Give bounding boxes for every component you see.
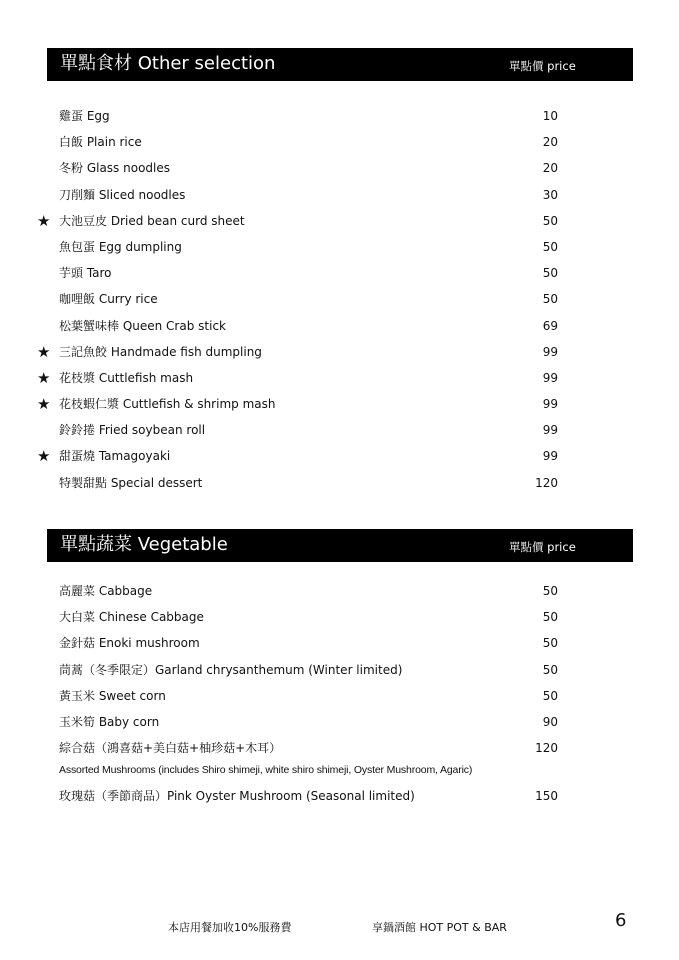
item-price: 150 xyxy=(535,789,558,803)
item-price: 69 xyxy=(542,318,558,333)
list-item xyxy=(0,578,679,604)
item-name: 大池豆皮 Dried bean curd sheet xyxy=(59,213,245,228)
item-price: 30 xyxy=(542,187,558,202)
list-item xyxy=(0,630,679,656)
item-price: 99 xyxy=(542,370,558,385)
item-price: 90 xyxy=(542,714,558,729)
list-item xyxy=(0,234,679,260)
item-name: 高麗菜 Cabbage xyxy=(59,584,153,598)
item-price: 50 xyxy=(542,213,558,228)
item-name: 白飯 Plain rice xyxy=(59,135,142,150)
list-item xyxy=(0,470,679,496)
item-price: 50 xyxy=(542,662,558,677)
item-price: 99 xyxy=(542,397,558,412)
vegetable-list xyxy=(0,578,679,761)
list-item xyxy=(0,155,679,181)
list-item xyxy=(0,339,679,365)
assorted-mushrooms-note: Assorted Mushrooms (includes Shiro shimeji, white shiro shimeji, Oyster Mushroom, Agaric) xyxy=(59,764,473,776)
item-price: 50 xyxy=(542,688,558,703)
item-name: 雞蛋 Egg xyxy=(59,109,110,123)
star-icon: ★ xyxy=(37,342,51,361)
section-title: 單點蔬菜 Vegetable xyxy=(60,534,228,555)
item-name: 三記魚餃 Handmade fish dumpling xyxy=(59,344,262,359)
item-name: 綜合菇（鴻喜菇+美白菇+柚珍菇+木耳） xyxy=(59,741,282,756)
star-icon: ★ xyxy=(37,395,51,414)
list-item xyxy=(0,735,679,761)
item-name: 花枝漿 Cuttlefish mash xyxy=(59,370,194,385)
list-item xyxy=(0,783,679,809)
list-item xyxy=(0,313,679,339)
item-price: 99 xyxy=(542,423,558,438)
list-item xyxy=(0,443,679,469)
service-charge-note: 本店用餐加收10%服務費 xyxy=(168,921,292,934)
item-name: 黃玉米 Sweet corn xyxy=(59,688,166,703)
item-price: 50 xyxy=(542,266,558,281)
star-icon: ★ xyxy=(37,368,51,387)
item-name: 咖哩飯 Curry rice xyxy=(59,292,158,307)
other-selection-list xyxy=(0,103,679,496)
item-price: 50 xyxy=(542,610,558,625)
section-title: 單點食材 Other selection xyxy=(60,53,276,74)
item-price: 120 xyxy=(535,741,558,756)
item-price: 50 xyxy=(542,239,558,254)
list-item xyxy=(0,604,679,630)
section-header-other-selection xyxy=(47,48,633,81)
vegetable-list-last xyxy=(0,783,679,809)
item-name: 金針菇 Enoki mushroom xyxy=(59,636,200,651)
item-name: 刀削麵 Sliced noodles xyxy=(59,187,186,202)
item-name: 冬粉 Glass noodles xyxy=(59,161,170,176)
item-name: 甜蛋燒 Tamagoyaki xyxy=(59,449,171,464)
section-header-vegetable xyxy=(47,529,633,562)
item-name: 花枝蝦仁漿 Cuttlefish & shrimp mash xyxy=(59,397,276,412)
item-name: 松葉蟹味棒 Queen Crab stick xyxy=(59,318,226,333)
list-item xyxy=(0,260,679,286)
star-icon: ★ xyxy=(37,447,51,466)
item-price: 50 xyxy=(542,584,558,598)
item-name: 鈴鈴捲 Fried soybean roll xyxy=(59,423,206,438)
list-item xyxy=(0,391,679,417)
item-price: 99 xyxy=(542,344,558,359)
list-item xyxy=(0,683,679,709)
list-item xyxy=(0,286,679,312)
restaurant-name: 享鍋酒館 HOT POT & BAR xyxy=(372,921,507,934)
item-price: 20 xyxy=(542,135,558,150)
list-item xyxy=(0,709,679,735)
item-price: 50 xyxy=(542,636,558,651)
item-price: 10 xyxy=(542,109,558,123)
item-name: 大白菜 Chinese Cabbage xyxy=(59,610,204,625)
item-name: 魚包蛋 Egg dumpling xyxy=(59,239,182,254)
star-icon: ★ xyxy=(37,211,51,230)
item-price: 120 xyxy=(535,475,558,490)
item-price: 99 xyxy=(542,449,558,464)
list-item xyxy=(0,657,679,683)
item-price: 20 xyxy=(542,161,558,176)
list-item xyxy=(0,182,679,208)
item-name: 芋頭 Taro xyxy=(59,266,112,281)
list-item xyxy=(0,129,679,155)
item-name: 玫瑰菇（季節商品）Pink Oyster Mushroom (Seasonal limited) xyxy=(59,789,415,803)
list-item xyxy=(0,208,679,234)
list-item xyxy=(0,417,679,443)
list-item xyxy=(0,103,679,129)
item-name: 茼蒿（冬季限定）Garland chrysanthemum (Winter limited) xyxy=(59,662,403,677)
price-heading: 單點價 price xyxy=(509,540,576,554)
price-heading: 單點價 price xyxy=(509,59,576,73)
item-name: 玉米筍 Baby corn xyxy=(59,714,160,729)
page-number: 6 xyxy=(615,910,627,931)
item-price: 50 xyxy=(542,292,558,307)
list-item xyxy=(0,365,679,391)
item-name: 特製甜點 Special dessert xyxy=(59,475,203,490)
